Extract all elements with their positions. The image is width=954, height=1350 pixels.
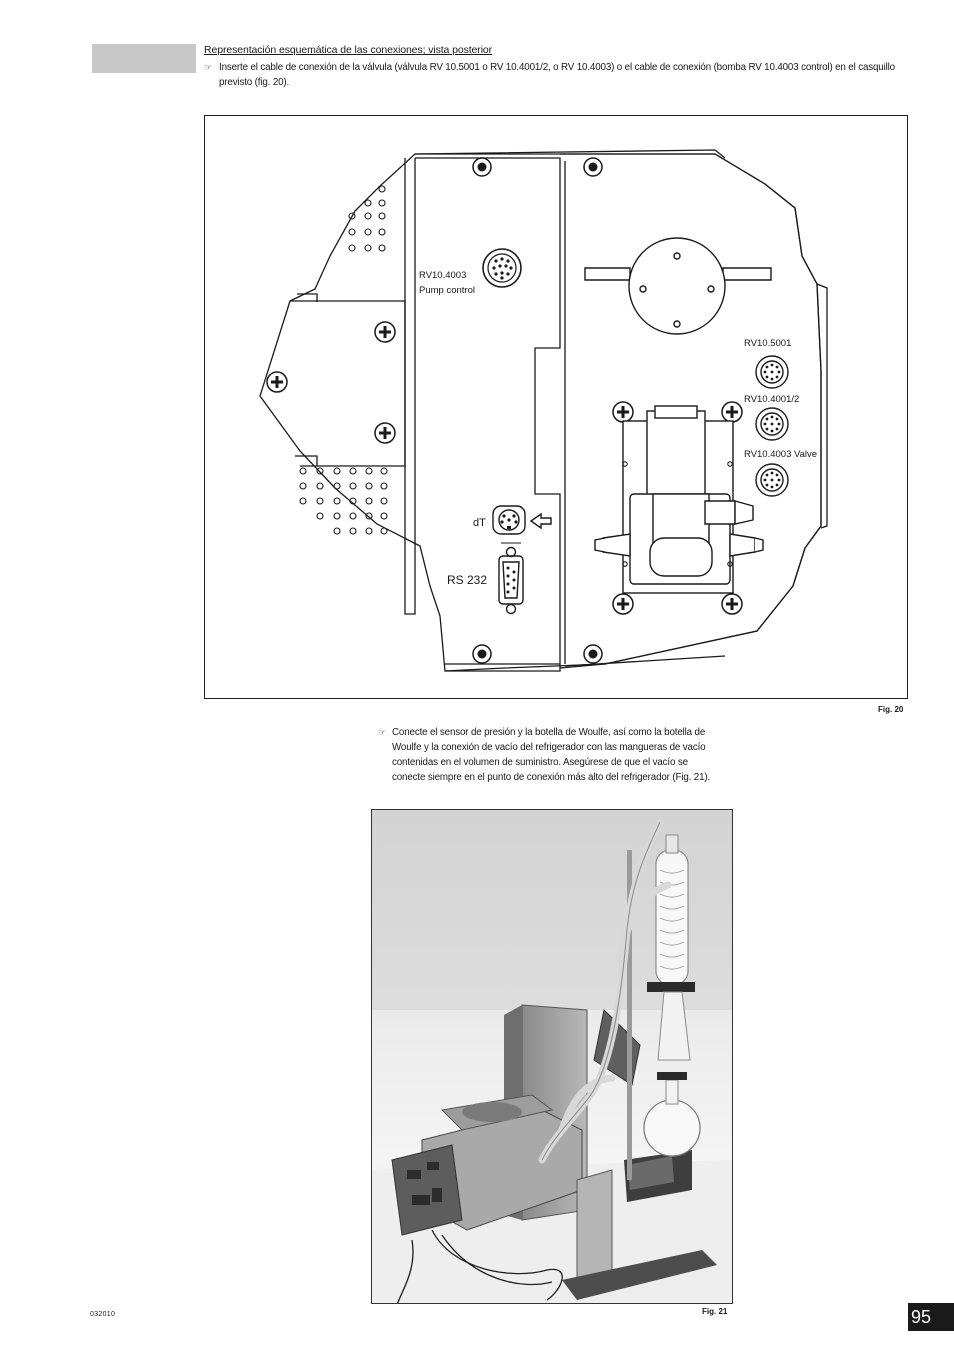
valve-connectors — [756, 356, 788, 496]
instruction-2-text: Conecte el sensor de presión y la botella de Woulfe, así como la botella de Woulfe y la conexión de vacío del refrigerador con las mangueras de vacío contenidas en el volumen de suministro. Asegúrese de que el vacío se conecte siempre en el punto de conexión más alto del refrigerador (Fig. 21). — [392, 727, 711, 783]
rs232-connector — [499, 548, 523, 614]
instruction-1-text: Inserte el cable de conexión de la válvula (válvula RV 10.5001 o RV 10.4001/2, o RV 10.4003) o el cable de conexión (bomba RV 10.4003 control) en el casquillo previsto (fig. 20). — [219, 62, 895, 88]
label-dt: dT — [473, 517, 486, 529]
figure-21-photo — [371, 809, 733, 1304]
valve-mount-disk — [585, 238, 771, 334]
plus-screw-5 — [722, 402, 742, 422]
plus-screw-7 — [722, 594, 742, 614]
label-rs232: RS 232 — [447, 573, 488, 587]
label-pump-model: RV10.4003 — [419, 270, 467, 281]
screw-top-center — [473, 158, 491, 176]
left-panel — [405, 158, 415, 614]
connector-rv10-4001 — [756, 408, 788, 440]
label-valve-5001: RV10.5001 — [744, 338, 792, 349]
figure-20-frame — [204, 115, 908, 699]
vent-holes-upper — [349, 186, 385, 251]
instruction-1 — [204, 60, 916, 90]
plus-screw-2 — [267, 372, 287, 392]
rear-panel-diagram — [205, 116, 909, 700]
figure-21-caption: Fig. 21 — [702, 1307, 728, 1316]
evaporator-photo-illustration — [372, 810, 733, 1304]
plus-screw-3 — [375, 423, 395, 443]
pointing-hand-icon: ☞ — [378, 727, 386, 737]
label-valve-4003: RV10.4003 Valve — [744, 449, 818, 460]
pump-control-connector — [483, 249, 521, 287]
page-number: 95 — [908, 1303, 954, 1331]
figure-20-caption: Fig. 20 — [878, 705, 904, 714]
connector-rv10-4003-valve — [756, 464, 788, 496]
plus-screw-6 — [613, 594, 633, 614]
plus-screw-4 — [613, 402, 633, 422]
label-valve-4001: RV10.4001/2 — [744, 394, 800, 405]
screw-top-right — [584, 158, 602, 176]
connector-rv10-5001 — [756, 356, 788, 388]
section-tab-marker — [92, 44, 196, 73]
dt-arrow-icon — [531, 514, 551, 528]
section-heading: Representación esquemática de las conexiones; vista posterior — [204, 44, 493, 56]
screw-bottom-center — [473, 645, 491, 663]
center-housing — [415, 158, 560, 671]
vent-holes-lower — [300, 468, 387, 534]
label-pump-desc: Pump control — [419, 285, 475, 296]
instruction-2 — [378, 725, 723, 785]
dt-connector — [493, 506, 525, 534]
screw-bottom-right — [584, 645, 602, 663]
plus-screw-1 — [375, 322, 395, 342]
valve-body — [595, 406, 763, 593]
pointing-hand-icon: ☞ — [204, 62, 212, 72]
document-code: 032010 — [90, 1311, 116, 1318]
